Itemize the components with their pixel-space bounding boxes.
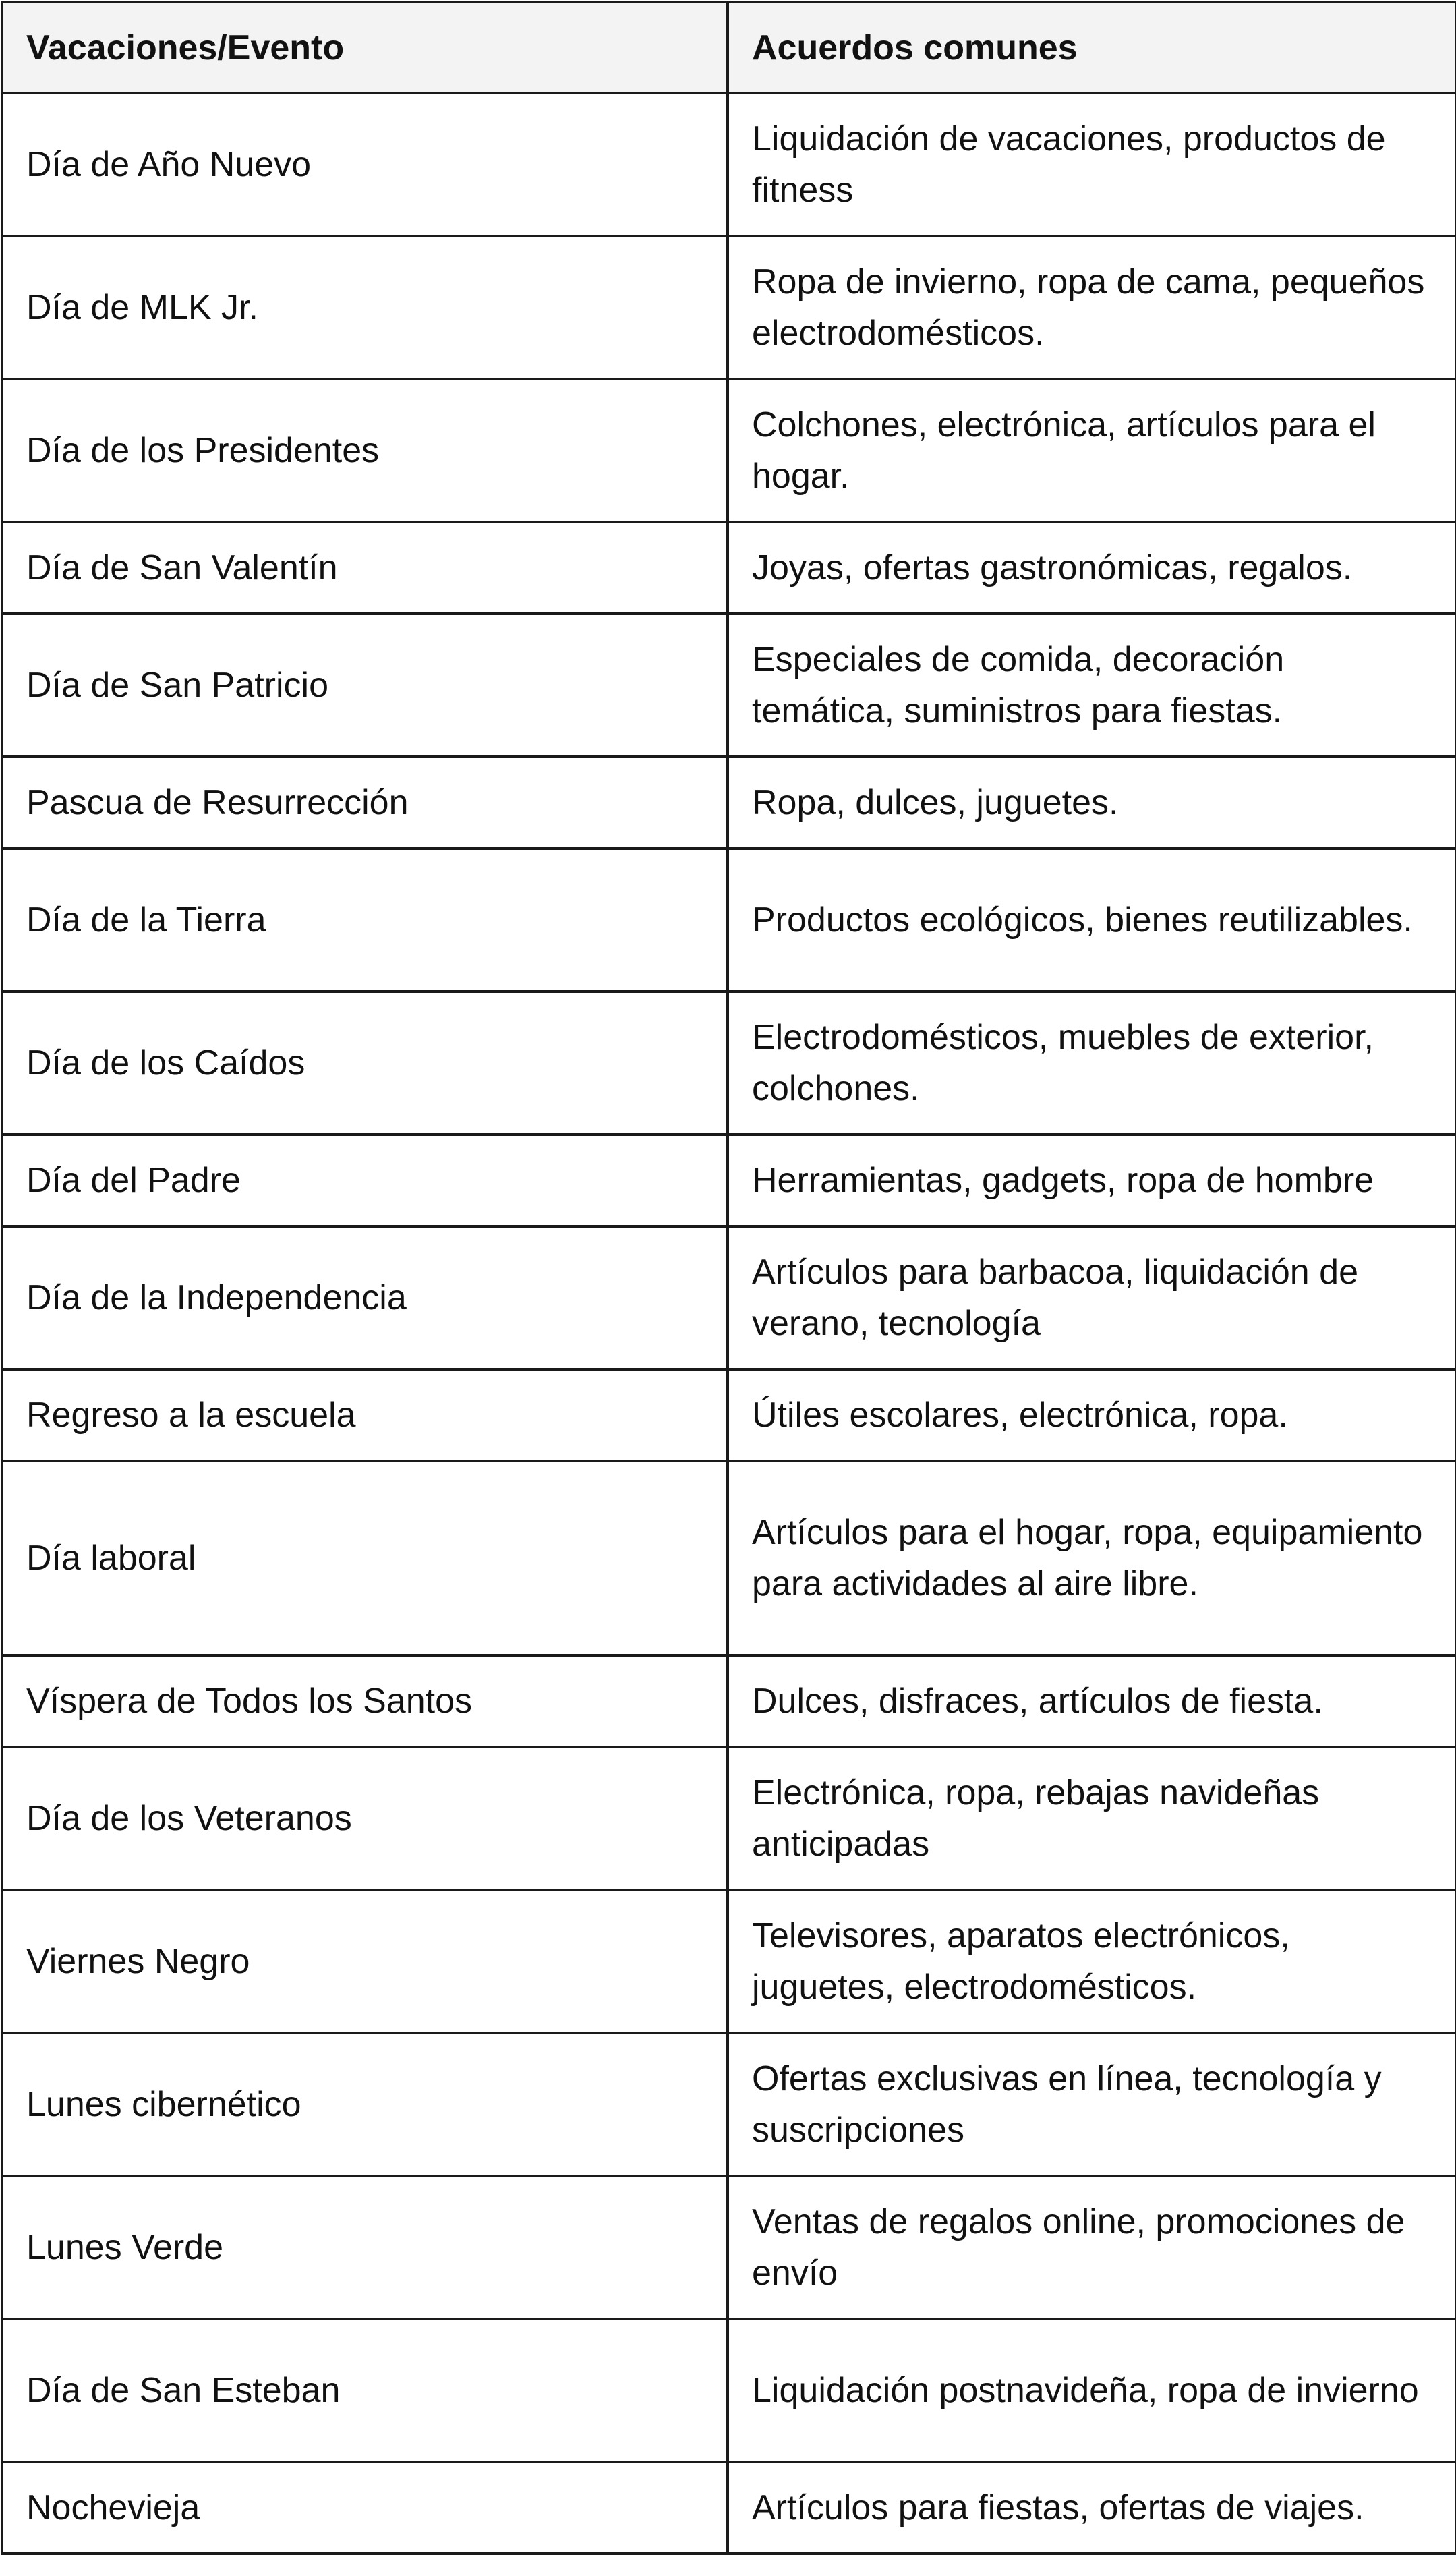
deals-cell: Ropa, dulces, juguetes. bbox=[728, 757, 1456, 849]
table-row bbox=[2, 849, 1456, 992]
deals-cell: Artículos para barbacoa, liquidación de verano, tecnología bbox=[728, 1226, 1456, 1369]
table-row bbox=[2, 992, 1456, 1135]
event-cell: Día de MLK Jr. bbox=[2, 236, 728, 379]
event-cell: Día de Año Nuevo bbox=[2, 93, 728, 236]
event-cell: Víspera de Todos los Santos bbox=[2, 1655, 728, 1747]
event-cell: Lunes cibernético bbox=[2, 2033, 728, 2176]
table-row bbox=[2, 522, 1456, 614]
event-cell: Día laboral bbox=[2, 1461, 728, 1655]
deals-cell: Útiles escolares, electrónica, ropa. bbox=[728, 1369, 1456, 1461]
table-row bbox=[2, 2319, 1456, 2462]
table-row bbox=[2, 93, 1456, 236]
event-cell: Pascua de Resurrección bbox=[2, 757, 728, 849]
deals-cell: Electrodomésticos, muebles de exterior, colchones. bbox=[728, 992, 1456, 1135]
event-cell: Día del Padre bbox=[2, 1135, 728, 1226]
header-deals: Acuerdos comunes bbox=[728, 2, 1456, 93]
event-cell: Día de la Tierra bbox=[2, 849, 728, 992]
deals-cell: Liquidación postnavideña, ropa de invierno bbox=[728, 2319, 1456, 2462]
table-row bbox=[2, 1135, 1456, 1226]
deals-cell: Ventas de regalos online, promociones de envío bbox=[728, 2176, 1456, 2319]
deals-cell: Ropa de invierno, ropa de cama, pequeños electrodomésticos. bbox=[728, 236, 1456, 379]
deals-cell: Productos ecológicos, bienes reutilizables. bbox=[728, 849, 1456, 992]
event-cell: Día de los Presidentes bbox=[2, 379, 728, 522]
event-cell: Viernes Negro bbox=[2, 1890, 728, 2033]
deals-cell: Electrónica, ropa, rebajas navideñas anticipadas bbox=[728, 1747, 1456, 1890]
event-cell: Día de la Independencia bbox=[2, 1226, 728, 1369]
table-row bbox=[2, 1226, 1456, 1369]
event-cell: Nochevieja bbox=[2, 2462, 728, 2554]
event-cell: Día de San Esteban bbox=[2, 2319, 728, 2462]
table-row bbox=[2, 379, 1456, 522]
deals-cell: Liquidación de vacaciones, productos de fitness bbox=[728, 93, 1456, 236]
header-event: Vacaciones/Evento bbox=[2, 2, 728, 93]
holiday-deals-table bbox=[1, 1, 1456, 2555]
deals-cell: Joyas, ofertas gastronómicas, regalos. bbox=[728, 522, 1456, 614]
table-row bbox=[2, 1369, 1456, 1461]
deals-cell: Artículos para el hogar, ropa, equipamiento para actividades al aire libre. bbox=[728, 1461, 1456, 1655]
deals-cell: Herramientas, gadgets, ropa de hombre bbox=[728, 1135, 1456, 1226]
event-cell: Día de San Patricio bbox=[2, 614, 728, 757]
table-row bbox=[2, 2462, 1456, 2554]
event-cell: Lunes Verde bbox=[2, 2176, 728, 2319]
deals-cell: Ofertas exclusivas en línea, tecnología y suscripciones bbox=[728, 2033, 1456, 2176]
event-cell: Día de los Veteranos bbox=[2, 1747, 728, 1890]
table-row bbox=[2, 2033, 1456, 2176]
table-row bbox=[2, 614, 1456, 757]
deals-cell: Televisores, aparatos electrónicos, juguetes, electrodomésticos. bbox=[728, 1890, 1456, 2033]
deals-cell: Artículos para fiestas, ofertas de viajes. bbox=[728, 2462, 1456, 2554]
table-header-row bbox=[2, 2, 1456, 93]
deals-cell: Colchones, electrónica, artículos para el hogar. bbox=[728, 379, 1456, 522]
deals-cell: Especiales de comida, decoración temática, suministros para fiestas. bbox=[728, 614, 1456, 757]
table-row bbox=[2, 236, 1456, 379]
table-row bbox=[2, 1890, 1456, 2033]
deals-cell: Dulces, disfraces, artículos de fiesta. bbox=[728, 1655, 1456, 1747]
table-row bbox=[2, 757, 1456, 849]
event-cell: Día de los Caídos bbox=[2, 992, 728, 1135]
table-row bbox=[2, 1747, 1456, 1890]
table-row bbox=[2, 1461, 1456, 1655]
event-cell: Regreso a la escuela bbox=[2, 1369, 728, 1461]
event-cell: Día de San Valentín bbox=[2, 522, 728, 614]
table-row bbox=[2, 1655, 1456, 1747]
table-row bbox=[2, 2176, 1456, 2319]
